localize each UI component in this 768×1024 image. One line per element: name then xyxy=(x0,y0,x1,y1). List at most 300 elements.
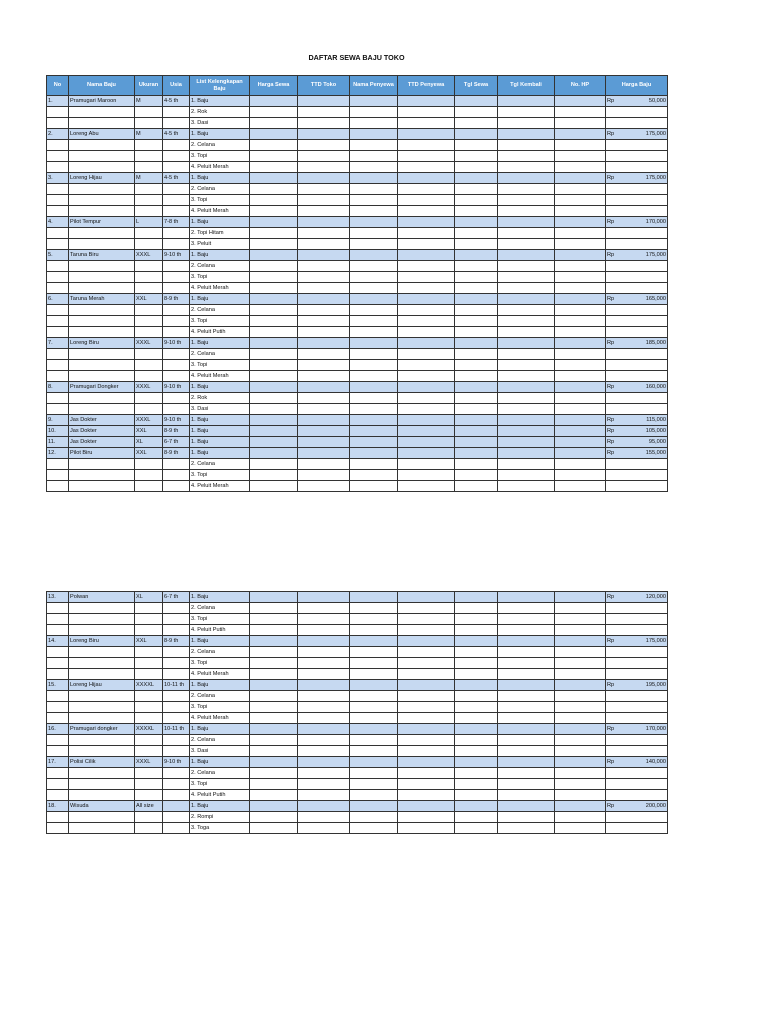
empty-cell[interactable] xyxy=(398,404,455,415)
kelengkapan-cell[interactable]: 2. Celana xyxy=(190,735,250,746)
kelengkapan-cell[interactable]: 1. Baju xyxy=(190,250,250,261)
empty-cell[interactable] xyxy=(350,404,398,415)
ukuran-cell[interactable] xyxy=(135,316,163,327)
empty-cell[interactable] xyxy=(498,327,555,338)
empty-cell[interactable] xyxy=(350,426,398,437)
empty-cell[interactable] xyxy=(350,96,398,107)
empty-cell[interactable] xyxy=(455,261,498,272)
ukuran-cell[interactable]: M xyxy=(135,129,163,140)
usia-cell[interactable] xyxy=(163,470,190,481)
nama-baju-cell[interactable]: Jas Dokter xyxy=(69,415,135,426)
empty-cell[interactable] xyxy=(398,680,455,691)
harga-baju-cell[interactable] xyxy=(606,261,668,272)
empty-cell[interactable] xyxy=(350,735,398,746)
ukuran-cell[interactable] xyxy=(135,393,163,404)
empty-cell[interactable] xyxy=(250,713,298,724)
empty-cell[interactable] xyxy=(250,790,298,801)
usia-cell[interactable] xyxy=(163,316,190,327)
harga-baju-cell[interactable] xyxy=(606,283,668,294)
empty-cell[interactable] xyxy=(250,691,298,702)
empty-cell[interactable] xyxy=(250,812,298,823)
empty-cell[interactable] xyxy=(555,437,606,448)
empty-cell[interactable] xyxy=(250,746,298,757)
empty-cell[interactable] xyxy=(455,382,498,393)
empty-cell[interactable] xyxy=(298,349,350,360)
empty-cell[interactable] xyxy=(498,261,555,272)
empty-cell[interactable] xyxy=(455,327,498,338)
empty-cell[interactable] xyxy=(398,272,455,283)
no-cell[interactable] xyxy=(47,647,69,658)
empty-cell[interactable] xyxy=(250,283,298,294)
empty-cell[interactable] xyxy=(555,360,606,371)
empty-cell[interactable] xyxy=(555,250,606,261)
harga-baju-cell[interactable] xyxy=(606,272,668,283)
no-cell[interactable]: 9. xyxy=(47,415,69,426)
empty-cell[interactable] xyxy=(455,272,498,283)
empty-cell[interactable] xyxy=(555,415,606,426)
empty-cell[interactable] xyxy=(350,459,398,470)
harga-baju-cell[interactable] xyxy=(606,426,668,437)
empty-cell[interactable] xyxy=(350,437,398,448)
kelengkapan-cell[interactable]: 1. Baju xyxy=(190,96,250,107)
empty-cell[interactable] xyxy=(555,481,606,492)
ukuran-cell[interactable] xyxy=(135,162,163,173)
empty-cell[interactable] xyxy=(298,470,350,481)
kelengkapan-cell[interactable]: 3. Topi xyxy=(190,360,250,371)
empty-cell[interactable] xyxy=(555,162,606,173)
nama-baju-cell[interactable] xyxy=(69,206,135,217)
empty-cell[interactable] xyxy=(298,118,350,129)
empty-cell[interactable] xyxy=(250,404,298,415)
harga-baju-cell[interactable] xyxy=(606,107,668,118)
empty-cell[interactable] xyxy=(298,625,350,636)
empty-cell[interactable] xyxy=(555,184,606,195)
nama-baju-cell[interactable] xyxy=(69,151,135,162)
no-cell[interactable] xyxy=(47,691,69,702)
empty-cell[interactable] xyxy=(398,779,455,790)
no-cell[interactable]: 11. xyxy=(47,437,69,448)
usia-cell[interactable] xyxy=(163,118,190,129)
empty-cell[interactable] xyxy=(250,823,298,834)
ukuran-cell[interactable] xyxy=(135,625,163,636)
empty-cell[interactable] xyxy=(398,459,455,470)
empty-cell[interactable] xyxy=(298,206,350,217)
empty-cell[interactable] xyxy=(555,735,606,746)
empty-cell[interactable] xyxy=(398,371,455,382)
empty-cell[interactable] xyxy=(555,625,606,636)
empty-cell[interactable] xyxy=(498,206,555,217)
harga-baju-cell[interactable] xyxy=(606,702,668,713)
kelengkapan-cell[interactable]: 2. Celana xyxy=(190,184,250,195)
ukuran-cell[interactable]: M xyxy=(135,173,163,184)
harga-baju-cell[interactable] xyxy=(606,757,668,768)
harga-baju-cell[interactable] xyxy=(606,735,668,746)
empty-cell[interactable] xyxy=(350,614,398,625)
no-cell[interactable] xyxy=(47,470,69,481)
nama-baju-cell[interactable] xyxy=(69,272,135,283)
empty-cell[interactable] xyxy=(555,393,606,404)
empty-cell[interactable] xyxy=(298,790,350,801)
empty-cell[interactable] xyxy=(250,636,298,647)
empty-cell[interactable] xyxy=(350,382,398,393)
ukuran-cell[interactable]: M xyxy=(135,96,163,107)
empty-cell[interactable] xyxy=(298,669,350,680)
harga-baju-cell[interactable] xyxy=(606,393,668,404)
empty-cell[interactable] xyxy=(555,327,606,338)
usia-cell[interactable]: 10-11 th xyxy=(163,680,190,691)
kelengkapan-cell[interactable]: 1. Baju xyxy=(190,426,250,437)
nama-baju-cell[interactable] xyxy=(69,658,135,669)
empty-cell[interactable] xyxy=(250,768,298,779)
no-cell[interactable] xyxy=(47,316,69,327)
no-cell[interactable]: 5. xyxy=(47,250,69,261)
usia-cell[interactable] xyxy=(163,195,190,206)
empty-cell[interactable] xyxy=(455,96,498,107)
ukuran-cell[interactable] xyxy=(135,823,163,834)
empty-cell[interactable] xyxy=(298,404,350,415)
empty-cell[interactable] xyxy=(498,713,555,724)
usia-cell[interactable] xyxy=(163,107,190,118)
kelengkapan-cell[interactable]: 3. Topi xyxy=(190,316,250,327)
nama-baju-cell[interactable] xyxy=(69,823,135,834)
empty-cell[interactable] xyxy=(555,823,606,834)
kelengkapan-cell[interactable]: 1. Baju xyxy=(190,217,250,228)
empty-cell[interactable] xyxy=(250,658,298,669)
empty-cell[interactable] xyxy=(498,426,555,437)
empty-cell[interactable] xyxy=(398,735,455,746)
kelengkapan-cell[interactable]: 2. Celana xyxy=(190,603,250,614)
empty-cell[interactable] xyxy=(498,658,555,669)
no-cell[interactable] xyxy=(47,371,69,382)
empty-cell[interactable] xyxy=(555,614,606,625)
empty-cell[interactable] xyxy=(350,140,398,151)
empty-cell[interactable] xyxy=(298,151,350,162)
empty-cell[interactable] xyxy=(555,746,606,757)
empty-cell[interactable] xyxy=(298,228,350,239)
usia-cell[interactable]: 9-10 th xyxy=(163,382,190,393)
empty-cell[interactable] xyxy=(298,735,350,746)
kelengkapan-cell[interactable]: 4. Peluit Merah xyxy=(190,713,250,724)
nama-baju-cell[interactable] xyxy=(69,768,135,779)
empty-cell[interactable] xyxy=(350,206,398,217)
empty-cell[interactable] xyxy=(398,757,455,768)
empty-cell[interactable] xyxy=(455,371,498,382)
harga-baju-cell[interactable] xyxy=(606,625,668,636)
empty-cell[interactable] xyxy=(455,415,498,426)
ukuran-cell[interactable] xyxy=(135,239,163,250)
usia-cell[interactable] xyxy=(163,812,190,823)
usia-cell[interactable] xyxy=(163,614,190,625)
harga-baju-cell[interactable] xyxy=(606,151,668,162)
usia-cell[interactable] xyxy=(163,239,190,250)
no-cell[interactable] xyxy=(47,206,69,217)
empty-cell[interactable] xyxy=(298,371,350,382)
usia-cell[interactable] xyxy=(163,658,190,669)
kelengkapan-cell[interactable]: 2. Celana xyxy=(190,261,250,272)
ukuran-cell[interactable]: XXXL xyxy=(135,415,163,426)
ukuran-cell[interactable] xyxy=(135,184,163,195)
no-cell[interactable] xyxy=(47,151,69,162)
nama-baju-cell[interactable] xyxy=(69,140,135,151)
empty-cell[interactable] xyxy=(298,481,350,492)
no-cell[interactable]: 2. xyxy=(47,129,69,140)
empty-cell[interactable] xyxy=(555,107,606,118)
empty-cell[interactable] xyxy=(398,768,455,779)
empty-cell[interactable] xyxy=(350,746,398,757)
empty-cell[interactable] xyxy=(398,790,455,801)
empty-cell[interactable] xyxy=(350,669,398,680)
harga-baju-cell[interactable] xyxy=(606,724,668,735)
empty-cell[interactable] xyxy=(555,382,606,393)
nama-baju-cell[interactable]: Jas Dokter xyxy=(69,437,135,448)
usia-cell[interactable] xyxy=(163,647,190,658)
empty-cell[interactable] xyxy=(555,349,606,360)
no-cell[interactable] xyxy=(47,790,69,801)
empty-cell[interactable] xyxy=(398,118,455,129)
empty-cell[interactable] xyxy=(298,382,350,393)
empty-cell[interactable] xyxy=(350,592,398,603)
kelengkapan-cell[interactable]: 3. Peluit xyxy=(190,239,250,250)
empty-cell[interactable] xyxy=(250,151,298,162)
empty-cell[interactable] xyxy=(555,592,606,603)
no-cell[interactable] xyxy=(47,459,69,470)
empty-cell[interactable] xyxy=(350,691,398,702)
kelengkapan-cell[interactable]: 4. Peluit Putih xyxy=(190,790,250,801)
empty-cell[interactable] xyxy=(350,217,398,228)
empty-cell[interactable] xyxy=(398,338,455,349)
nama-baju-cell[interactable] xyxy=(69,702,135,713)
nama-baju-cell[interactable] xyxy=(69,790,135,801)
empty-cell[interactable] xyxy=(350,316,398,327)
harga-baju-cell[interactable] xyxy=(606,636,668,647)
empty-cell[interactable] xyxy=(455,724,498,735)
nama-baju-cell[interactable] xyxy=(69,305,135,316)
usia-cell[interactable] xyxy=(163,272,190,283)
usia-cell[interactable] xyxy=(163,481,190,492)
empty-cell[interactable] xyxy=(498,801,555,812)
nama-baju-cell[interactable] xyxy=(69,283,135,294)
empty-cell[interactable] xyxy=(398,724,455,735)
empty-cell[interactable] xyxy=(455,239,498,250)
empty-cell[interactable] xyxy=(350,801,398,812)
ukuran-cell[interactable] xyxy=(135,371,163,382)
empty-cell[interactable] xyxy=(250,371,298,382)
empty-cell[interactable] xyxy=(498,118,555,129)
no-cell[interactable] xyxy=(47,283,69,294)
empty-cell[interactable] xyxy=(350,129,398,140)
ukuran-cell[interactable] xyxy=(135,360,163,371)
usia-cell[interactable]: 10-11 th xyxy=(163,724,190,735)
ukuran-cell[interactable] xyxy=(135,228,163,239)
harga-baju-cell[interactable] xyxy=(606,294,668,305)
empty-cell[interactable] xyxy=(250,647,298,658)
empty-cell[interactable] xyxy=(298,239,350,250)
usia-cell[interactable] xyxy=(163,459,190,470)
empty-cell[interactable] xyxy=(298,327,350,338)
harga-baju-cell[interactable] xyxy=(606,592,668,603)
harga-baju-cell[interactable] xyxy=(606,195,668,206)
empty-cell[interactable] xyxy=(398,151,455,162)
empty-cell[interactable] xyxy=(398,592,455,603)
no-cell[interactable] xyxy=(47,713,69,724)
no-cell[interactable]: 16. xyxy=(47,724,69,735)
empty-cell[interactable] xyxy=(455,636,498,647)
empty-cell[interactable] xyxy=(250,294,298,305)
empty-cell[interactable] xyxy=(350,790,398,801)
empty-cell[interactable] xyxy=(498,195,555,206)
empty-cell[interactable] xyxy=(455,107,498,118)
empty-cell[interactable] xyxy=(350,162,398,173)
harga-baju-cell[interactable] xyxy=(606,206,668,217)
empty-cell[interactable] xyxy=(455,625,498,636)
empty-cell[interactable] xyxy=(455,173,498,184)
empty-cell[interactable] xyxy=(498,625,555,636)
ukuran-cell[interactable]: XL xyxy=(135,592,163,603)
empty-cell[interactable] xyxy=(398,691,455,702)
ukuran-cell[interactable]: All size xyxy=(135,801,163,812)
no-cell[interactable]: 4. xyxy=(47,217,69,228)
kelengkapan-cell[interactable]: 4. Peluit Merah xyxy=(190,481,250,492)
usia-cell[interactable] xyxy=(163,349,190,360)
nama-baju-cell[interactable] xyxy=(69,107,135,118)
ukuran-cell[interactable] xyxy=(135,195,163,206)
no-cell[interactable] xyxy=(47,669,69,680)
no-cell[interactable]: 18. xyxy=(47,801,69,812)
ukuran-cell[interactable] xyxy=(135,151,163,162)
empty-cell[interactable] xyxy=(498,437,555,448)
empty-cell[interactable] xyxy=(350,393,398,404)
usia-cell[interactable]: 4-5 th xyxy=(163,96,190,107)
kelengkapan-cell[interactable]: 3. Dasi xyxy=(190,404,250,415)
no-cell[interactable] xyxy=(47,184,69,195)
empty-cell[interactable] xyxy=(298,801,350,812)
nama-baju-cell[interactable] xyxy=(69,349,135,360)
no-cell[interactable] xyxy=(47,228,69,239)
empty-cell[interactable] xyxy=(350,702,398,713)
empty-cell[interactable] xyxy=(298,713,350,724)
kelengkapan-cell[interactable]: 2. Celana xyxy=(190,768,250,779)
empty-cell[interactable] xyxy=(455,702,498,713)
empty-cell[interactable] xyxy=(250,206,298,217)
empty-cell[interactable] xyxy=(398,702,455,713)
harga-baju-cell[interactable] xyxy=(606,173,668,184)
harga-baju-cell[interactable] xyxy=(606,614,668,625)
usia-cell[interactable]: 9-10 th xyxy=(163,757,190,768)
ukuran-cell[interactable] xyxy=(135,603,163,614)
empty-cell[interactable] xyxy=(350,647,398,658)
no-cell[interactable] xyxy=(47,140,69,151)
empty-cell[interactable] xyxy=(455,129,498,140)
empty-cell[interactable] xyxy=(455,195,498,206)
empty-cell[interactable] xyxy=(455,779,498,790)
harga-baju-cell[interactable] xyxy=(606,404,668,415)
empty-cell[interactable] xyxy=(498,239,555,250)
no-cell[interactable] xyxy=(47,393,69,404)
nama-baju-cell[interactable]: Loreng Biru xyxy=(69,636,135,647)
ukuran-cell[interactable] xyxy=(135,404,163,415)
kelengkapan-cell[interactable]: 3. Topi xyxy=(190,272,250,283)
empty-cell[interactable] xyxy=(555,647,606,658)
empty-cell[interactable] xyxy=(298,393,350,404)
nama-baju-cell[interactable] xyxy=(69,470,135,481)
no-cell[interactable]: 17. xyxy=(47,757,69,768)
empty-cell[interactable] xyxy=(350,239,398,250)
ukuran-cell[interactable]: XXXXL xyxy=(135,724,163,735)
empty-cell[interactable] xyxy=(250,118,298,129)
empty-cell[interactable] xyxy=(350,360,398,371)
nama-baju-cell[interactable]: Taruna Merah xyxy=(69,294,135,305)
empty-cell[interactable] xyxy=(250,162,298,173)
empty-cell[interactable] xyxy=(455,669,498,680)
empty-cell[interactable] xyxy=(298,96,350,107)
empty-cell[interactable] xyxy=(398,250,455,261)
kelengkapan-cell[interactable]: 1. Baju xyxy=(190,173,250,184)
no-cell[interactable] xyxy=(47,195,69,206)
empty-cell[interactable] xyxy=(298,614,350,625)
empty-cell[interactable] xyxy=(250,217,298,228)
harga-baju-cell[interactable] xyxy=(606,316,668,327)
kelengkapan-cell[interactable]: 3. Topi xyxy=(190,614,250,625)
kelengkapan-cell[interactable]: 3. Topi xyxy=(190,195,250,206)
kelengkapan-cell[interactable]: 1. Baju xyxy=(190,757,250,768)
kelengkapan-cell[interactable]: 2. Rok xyxy=(190,107,250,118)
empty-cell[interactable] xyxy=(298,316,350,327)
empty-cell[interactable] xyxy=(398,448,455,459)
nama-baju-cell[interactable] xyxy=(69,118,135,129)
kelengkapan-cell[interactable]: 4. Peluit Putih xyxy=(190,327,250,338)
kelengkapan-cell[interactable]: 2. Celana xyxy=(190,305,250,316)
ukuran-cell[interactable] xyxy=(135,658,163,669)
harga-baju-cell[interactable] xyxy=(606,812,668,823)
empty-cell[interactable] xyxy=(498,393,555,404)
empty-cell[interactable] xyxy=(455,746,498,757)
empty-cell[interactable] xyxy=(498,636,555,647)
usia-cell[interactable] xyxy=(163,393,190,404)
usia-cell[interactable] xyxy=(163,327,190,338)
empty-cell[interactable] xyxy=(350,118,398,129)
kelengkapan-cell[interactable]: 1. Baju xyxy=(190,448,250,459)
empty-cell[interactable] xyxy=(250,360,298,371)
empty-cell[interactable] xyxy=(250,448,298,459)
empty-cell[interactable] xyxy=(498,592,555,603)
empty-cell[interactable] xyxy=(298,250,350,261)
empty-cell[interactable] xyxy=(298,691,350,702)
empty-cell[interactable] xyxy=(498,305,555,316)
empty-cell[interactable] xyxy=(298,338,350,349)
empty-cell[interactable] xyxy=(298,812,350,823)
nama-baju-cell[interactable] xyxy=(69,228,135,239)
empty-cell[interactable] xyxy=(498,382,555,393)
empty-cell[interactable] xyxy=(250,327,298,338)
empty-cell[interactable] xyxy=(350,173,398,184)
empty-cell[interactable] xyxy=(398,382,455,393)
kelengkapan-cell[interactable]: 1. Baju xyxy=(190,129,250,140)
no-cell[interactable] xyxy=(47,327,69,338)
empty-cell[interactable] xyxy=(555,658,606,669)
no-cell[interactable]: 6. xyxy=(47,294,69,305)
kelengkapan-cell[interactable]: 2. Celana xyxy=(190,459,250,470)
no-cell[interactable]: 10. xyxy=(47,426,69,437)
usia-cell[interactable] xyxy=(163,151,190,162)
empty-cell[interactable] xyxy=(555,768,606,779)
empty-cell[interactable] xyxy=(455,151,498,162)
empty-cell[interactable] xyxy=(350,823,398,834)
no-cell[interactable] xyxy=(47,272,69,283)
usia-cell[interactable] xyxy=(163,669,190,680)
empty-cell[interactable] xyxy=(498,316,555,327)
no-cell[interactable] xyxy=(47,239,69,250)
empty-cell[interactable] xyxy=(498,812,555,823)
